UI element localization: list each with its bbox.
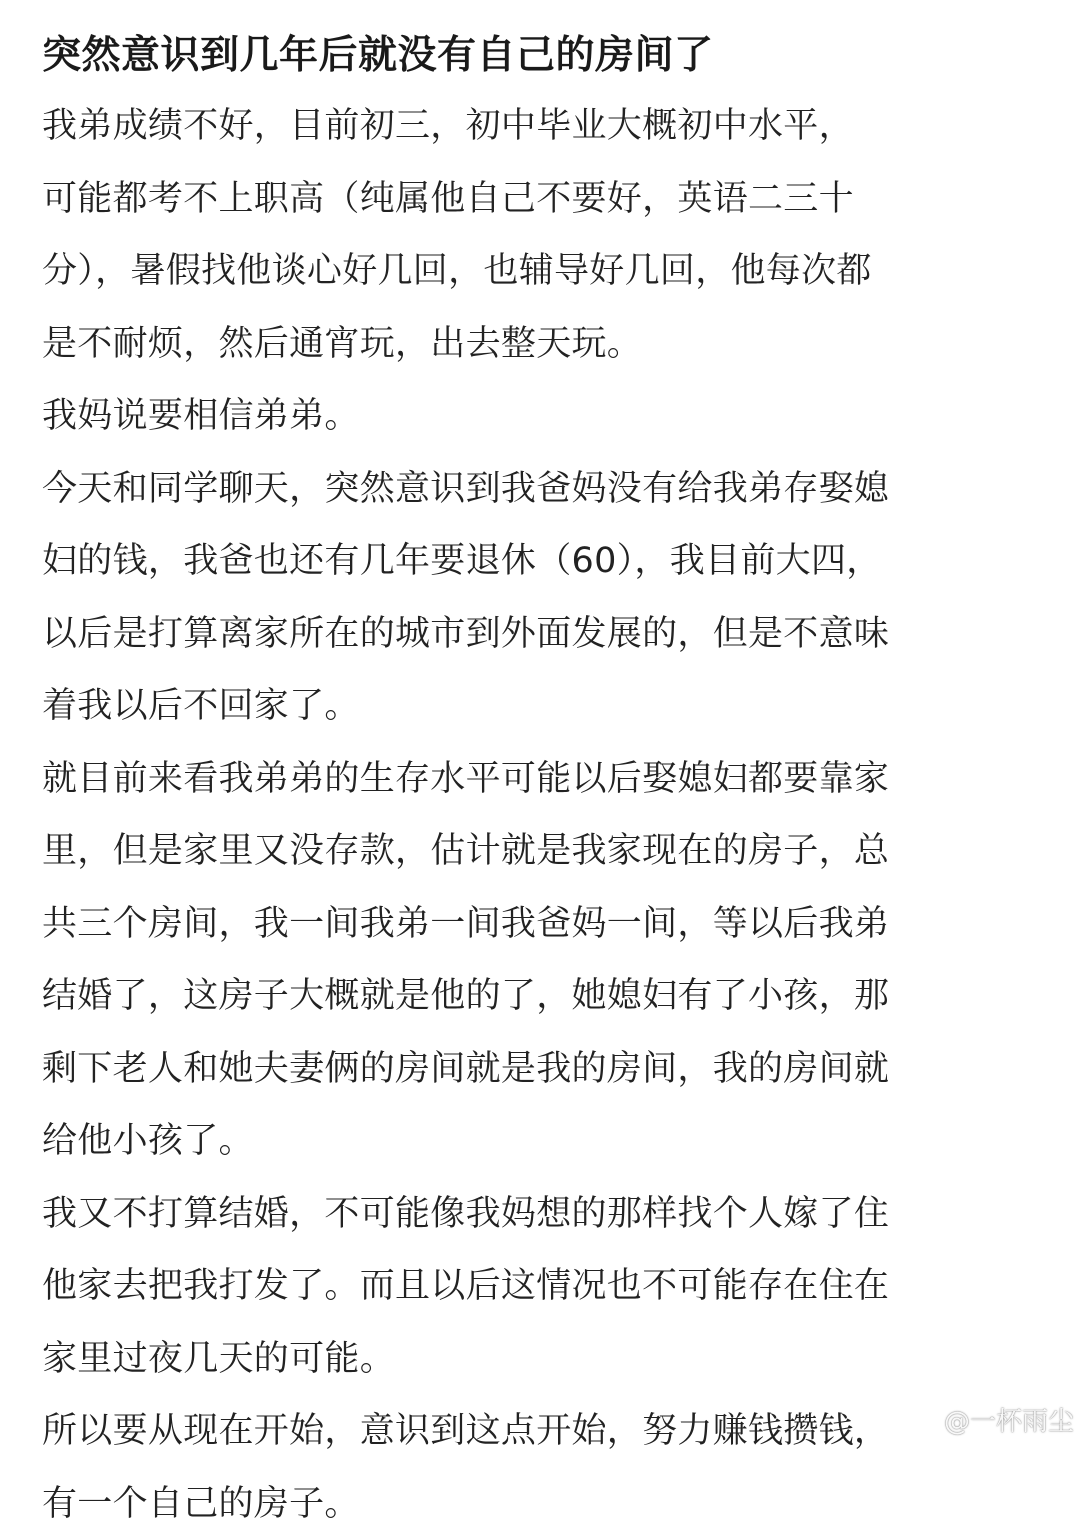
body-line: 分），暑假找他谈心好几回，也辅导好几回，他每次都 — [42, 235, 1040, 308]
body-line: 我弟成绩不好，目前初三，初中毕业大概初中水平， — [42, 90, 1040, 163]
body-line: 妇的钱，我爸也还有几年要退休（60），我目前大四， — [42, 525, 1040, 598]
body-line: 给他小孩了。 — [42, 1105, 1040, 1178]
body-line: 里，但是家里又没存款，估计就是我家现在的房子，总 — [42, 815, 1040, 888]
body-line: 我妈说要相信弟弟。 — [42, 380, 1040, 453]
body-line: 有一个自己的房子。 — [42, 1468, 1040, 1540]
body-line: 就目前来看我弟弟的生存水平可能以后娶媳妇都要靠家 — [42, 743, 1040, 816]
body-line: 可能都考不上职高（纯属他自己不要好，英语二三十 — [42, 163, 1040, 236]
watermark — [904, 1401, 1074, 1438]
body-line: 是不耐烦，然后通宵玩，出去整天玩。 — [42, 308, 1040, 381]
body-line: 家里过夜几天的可能。 — [42, 1323, 1040, 1396]
weibo-icon — [904, 1406, 938, 1434]
body-line: 共三个房间，我一间我弟一间我爸妈一间，等以后我弟 — [42, 888, 1040, 961]
body-line: 他家去把我打发了。而且以后这情况也不可能存在住在 — [42, 1250, 1040, 1323]
body-line: 剩下老人和她夫妻俩的房间就是我的房间，我的房间就 — [42, 1033, 1040, 1106]
body-line: 以后是打算离家所在的城市到外面发展的，但是不意味 — [42, 598, 1040, 671]
body-line: 我又不打算结婚，不可能像我妈想的那样找个人嫁了住 — [42, 1178, 1040, 1251]
post-body — [42, 90, 1040, 1540]
post-title: 突然意识到几年后就没有自己的房间了 — [42, 28, 1040, 84]
body-line: 着我以后不回家了。 — [42, 670, 1040, 743]
body-line: 所以要从现在开始，意识到这点开始，努力赚钱攒钱， — [42, 1395, 1040, 1468]
body-line: 结婚了，这房子大概就是他的了，她媳妇有了小孩，那 — [42, 960, 1040, 1033]
watermark-text: @一杯雨尘 — [944, 1401, 1074, 1438]
body-line: 今天和同学聊天，突然意识到我爸妈没有给我弟存娶媳 — [42, 453, 1040, 526]
